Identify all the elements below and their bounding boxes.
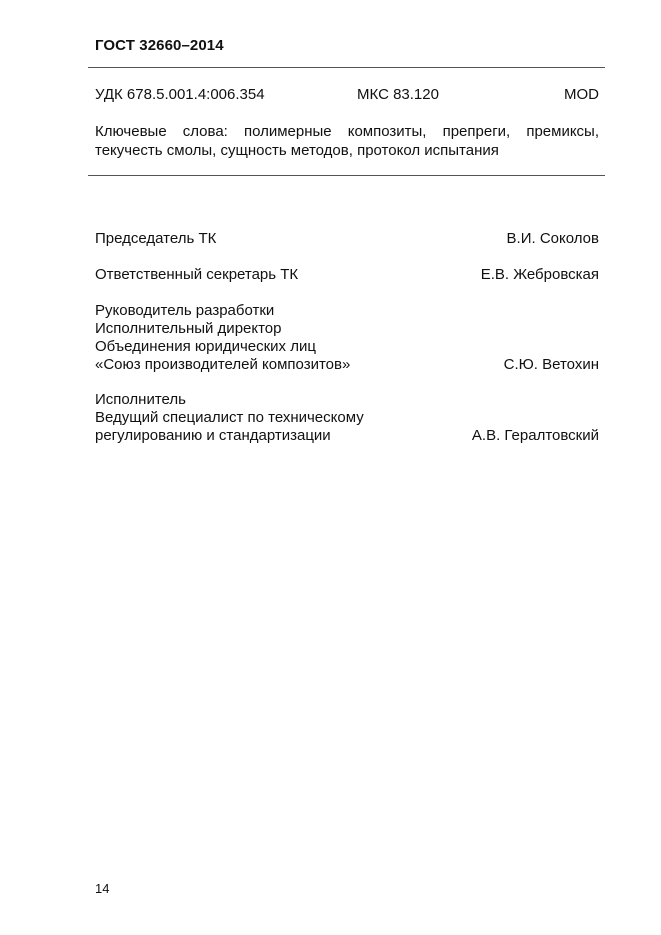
chairman-role: Председатель ТК (95, 230, 217, 247)
head-role-line-1: Руководитель разработки (95, 302, 275, 319)
signature-chairman (95, 230, 599, 248)
head-role-line-2: Исполнительный директор (95, 320, 282, 337)
chairman-name: В.И. Соколов (506, 230, 599, 247)
signature-secretary (95, 266, 599, 284)
mod-label: MOD (564, 86, 599, 103)
signature-executor (95, 391, 599, 445)
document-title: ГОСТ 32660–2014 (95, 37, 224, 54)
head-name: С.Ю. Ветохин (503, 356, 599, 373)
udk-code: УДК 678.5.001.4:006.354 (95, 86, 265, 103)
executor-role-line-1: Исполнитель (95, 391, 186, 408)
signature-head (95, 302, 599, 374)
page-number: 14 (95, 881, 110, 896)
secretary-name: Е.В. Жебровская (480, 266, 599, 283)
executor-role-line-3: регулированию и стандартизации (95, 427, 331, 444)
head-role-line-3: Объединения юридических лиц (95, 338, 316, 355)
secretary-role: Ответственный секретарь ТК (95, 266, 299, 283)
mks-code: МКС 83.120 (357, 86, 439, 103)
classification-row (95, 86, 599, 104)
top-divider (88, 67, 605, 68)
executor-name: А.В. Гералтовский (471, 427, 599, 444)
executor-role-line-2: Ведущий специалист по техническому (95, 409, 364, 426)
keywords-paragraph: Ключевые слова: полимерные композиты, препреги, премиксы, текучесть смолы, сущность методов, протокол испытания (95, 123, 599, 159)
bottom-divider (88, 175, 605, 176)
head-role-line-4: «Союз производителей композитов» (95, 356, 351, 373)
